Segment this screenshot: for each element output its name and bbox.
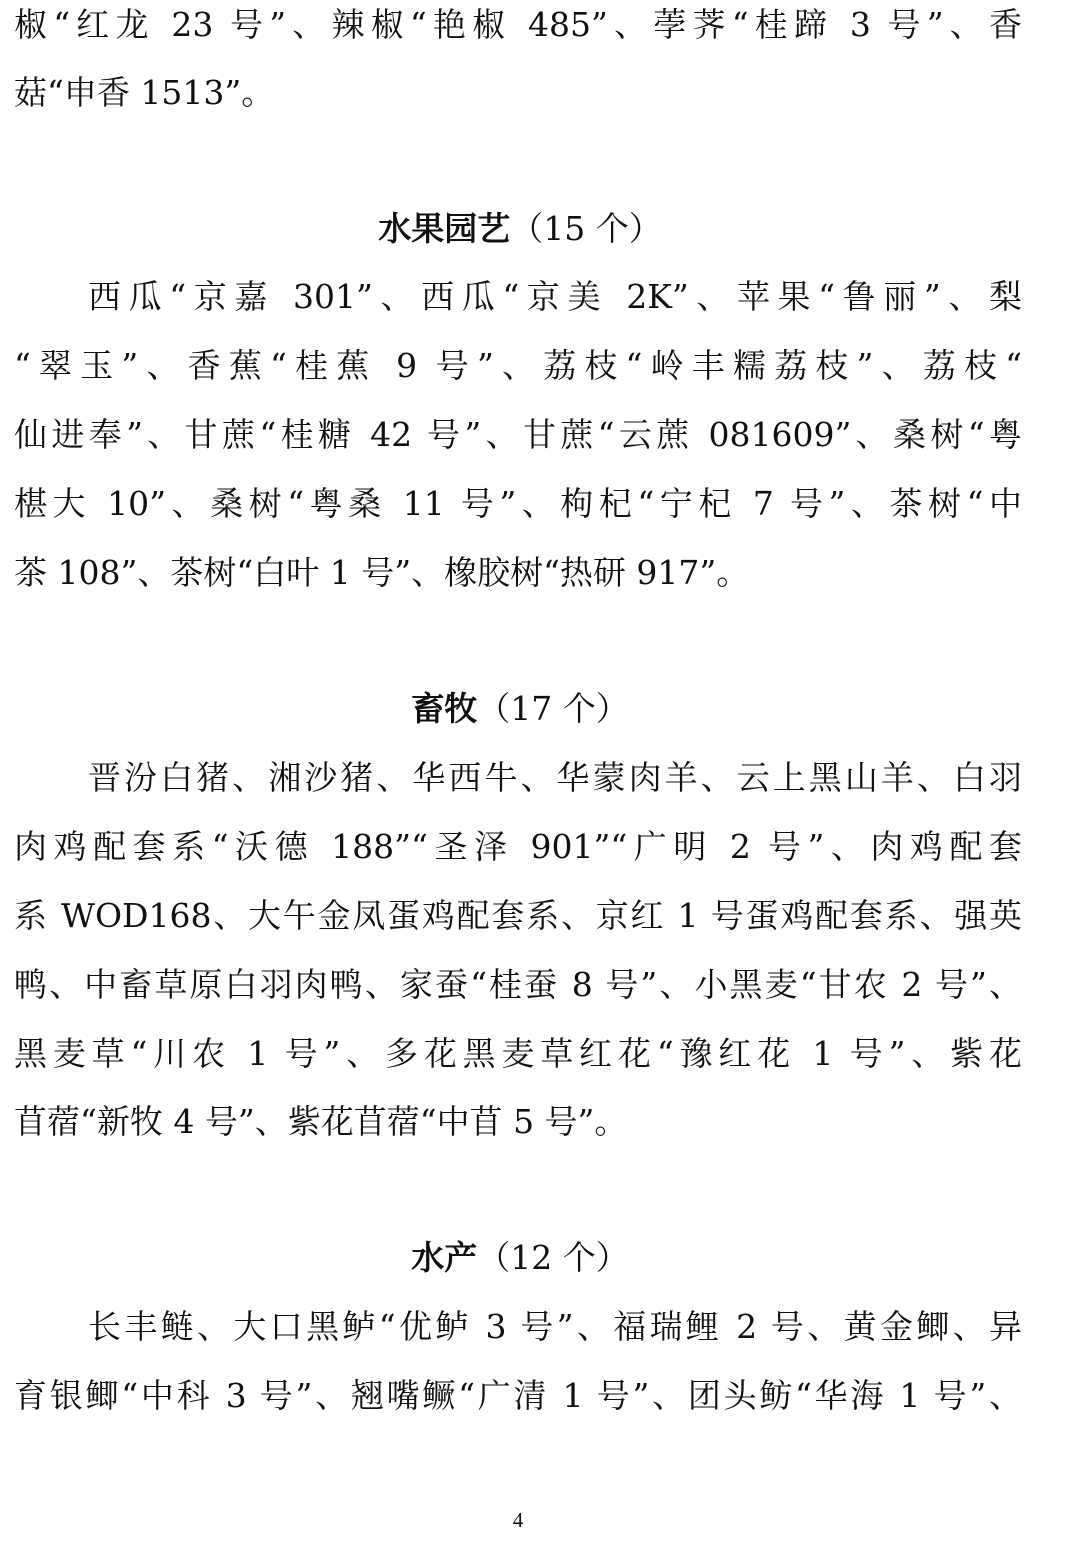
body-line: 晋汾白猪、湘沙猪、华西牛、华蒙肉羊、云上黑山羊、白羽: [88, 758, 1022, 797]
body-line: 茶 108”、茶树“白叶 1 号”、橡胶树“热研 917”。: [14, 553, 750, 592]
section-heading-livestock: [0, 684, 1040, 734]
body-line: 仙进奉”、甘蔗“桂糖 42 号”、甘蔗“云蔗 081609”、桑树“粤: [14, 415, 1022, 454]
body-line: 椒“红龙 23 号”、辣椒“艳椒 485”、荸荠“桂蹄 3 号”、香: [14, 5, 1022, 44]
section-count: （15 个）: [510, 209, 662, 248]
section-title: 水果园艺: [378, 209, 511, 248]
section-title: 水产: [411, 1238, 478, 1277]
body-line: 西瓜“京嘉 301”、西瓜“京美 2K”、苹果“鲁丽”、梨: [88, 277, 1022, 316]
body-line: “翠玉”、香蕉“桂蕉 9 号”、荔枝“岭丰糯荔枝”、荔枝“: [14, 346, 1022, 385]
section-count: （17 个）: [477, 689, 629, 728]
body-line: 菇“申香 1513”。: [14, 73, 275, 112]
body-line: 黑麦草“川农 1 号”、多花黑麦草红花“豫红花 1 号”、紫花: [14, 1034, 1022, 1073]
body-line: 苜蓿“新牧 4 号”、紫花苜蓿“中苜 5 号”。: [14, 1102, 628, 1141]
section-count: （12 个）: [477, 1238, 629, 1277]
body-line: 系 WOD168、大午金凤蛋鸡配套系、京红 1 号蛋鸡配套系、强英: [14, 896, 1022, 935]
body-line: 肉鸡配套系“沃德 188”“圣泽 901”“广明 2 号”、肉鸡配套: [14, 827, 1022, 866]
page-number: 4: [512, 1508, 524, 1532]
section-heading-fruit: [0, 204, 1040, 254]
body-line: 育银鲫“中科 3 号”、翘嘴鳜“广清 1 号”、团头鲂“华海 1 号”、: [14, 1376, 1022, 1415]
body-line: 椹大 10”、桑树“粤桑 11 号”、枸杞“宁杞 7 号”、茶树“中: [14, 484, 1022, 523]
body-line: 长丰鲢、大口黑鲈“优鲈 3 号”、福瑞鲤 2 号、黄金鲫、异: [88, 1307, 1022, 1346]
section-title: 畜牧: [411, 689, 478, 728]
body-line: 鸭、中畜草原白羽肉鸭、家蚕“桂蚕 8 号”、小黑麦“甘农 2 号”、: [14, 965, 1022, 1004]
section-heading-aquatic: [0, 1233, 1040, 1283]
